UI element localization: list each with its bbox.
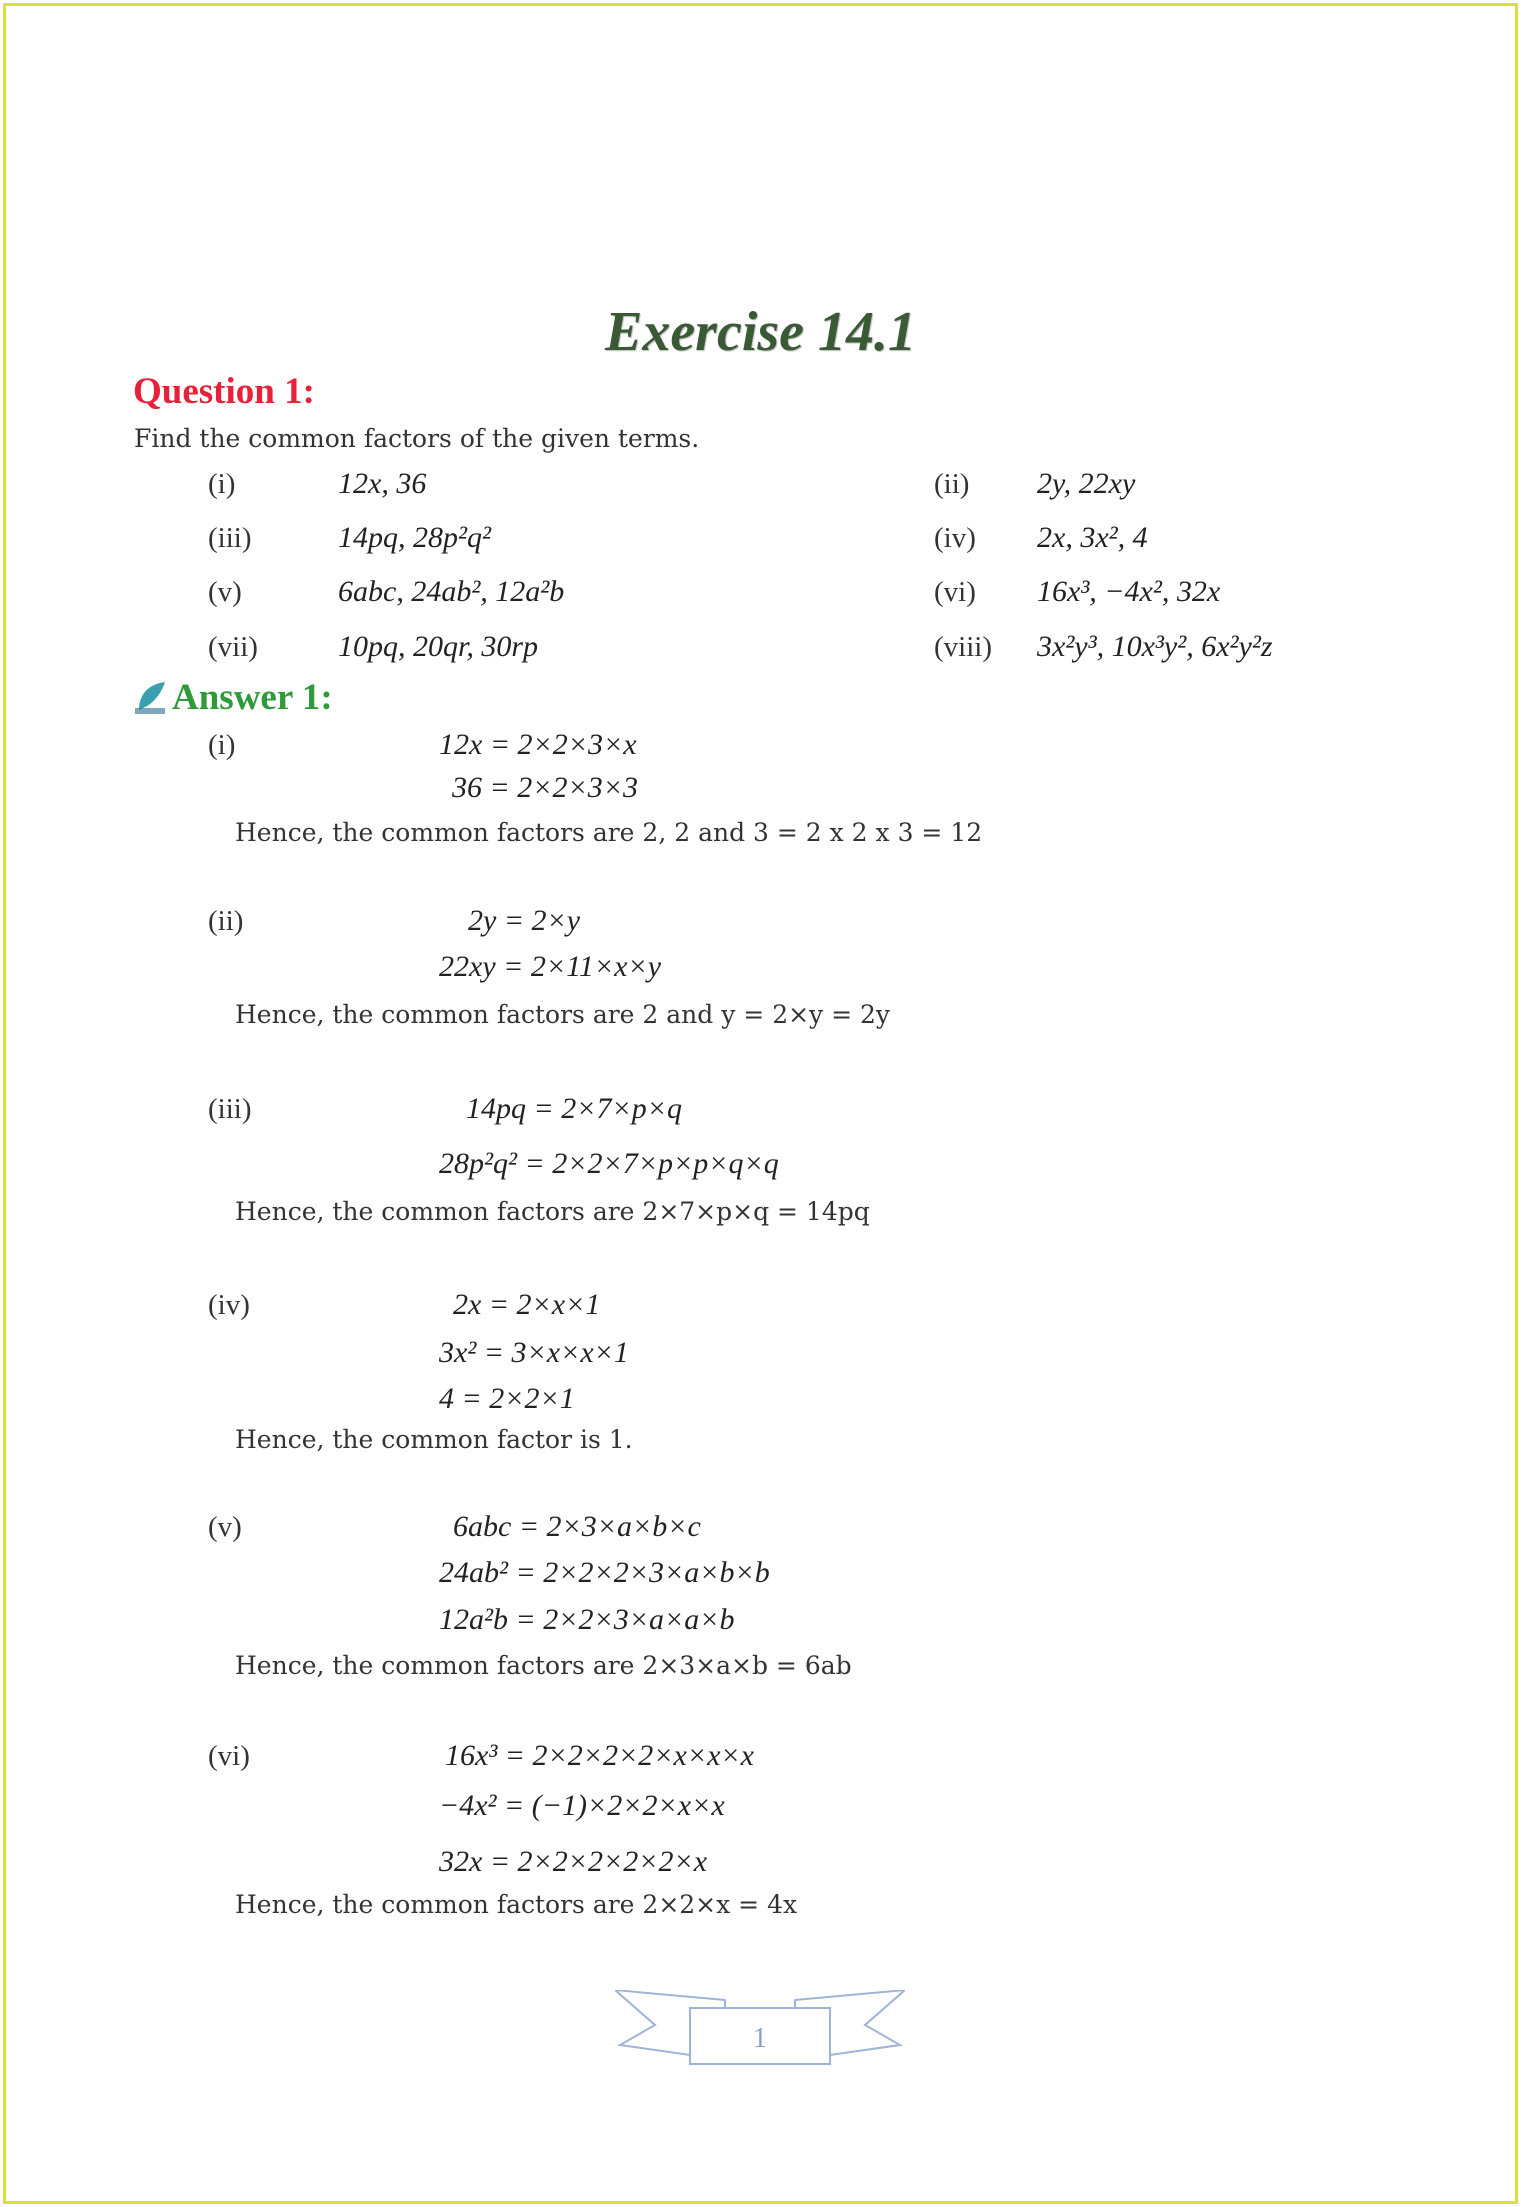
equation-line: 36 = 2×2×3×3 bbox=[452, 771, 638, 804]
conclusion: Hence, the common factor is 1. bbox=[235, 1425, 633, 1454]
equation-line: 24ab² = 2×2×2×3×a×b×b bbox=[439, 1556, 770, 1589]
part-label: (vi) bbox=[208, 1740, 250, 1772]
question-instruction: Find the common factors of the given terms. bbox=[134, 424, 700, 453]
item-expr: 14pq, 28p²q² bbox=[338, 521, 491, 554]
item-label: (vii) bbox=[208, 631, 258, 663]
equation-line: 16x³ = 2×2×2×2×x×x×x bbox=[445, 1739, 754, 1772]
item-expr: 2y, 22xy bbox=[1037, 467, 1136, 500]
question-heading: Question 1: bbox=[133, 371, 315, 412]
item-expr: 2x, 3x², 4 bbox=[1037, 521, 1148, 554]
page-number: 1 bbox=[753, 2023, 767, 2054]
equation-line: 32x = 2×2×2×2×2×x bbox=[439, 1845, 708, 1878]
equation-line: 14pq = 2×7×p×q bbox=[466, 1092, 682, 1125]
item-label: (iv) bbox=[934, 522, 976, 554]
item-label: (ii) bbox=[934, 468, 970, 500]
answer-heading: Answer 1: bbox=[172, 677, 333, 718]
equation-line: 28p²q² = 2×2×7×p×p×q×q bbox=[439, 1147, 779, 1180]
item-label: (vi) bbox=[934, 576, 976, 608]
item-expr: 3x²y³, 10x³y², 6x²y²z bbox=[1037, 630, 1273, 663]
equation-line: 22xy = 2×11×x×y bbox=[439, 950, 662, 983]
item-expr: 16x³, −4x², 32x bbox=[1037, 575, 1221, 608]
equation-line: 4 = 2×2×1 bbox=[439, 1382, 575, 1415]
equation-line: 2x = 2×x×1 bbox=[453, 1288, 601, 1321]
item-expr: 12x, 36 bbox=[338, 467, 427, 500]
equation-line: −4x² = (−1)×2×2×x×x bbox=[439, 1789, 725, 1822]
part-label: (i) bbox=[208, 729, 236, 761]
conclusion: Hence, the common factors are 2×3×a×b = 6ab bbox=[235, 1651, 852, 1680]
item-label: (i) bbox=[208, 468, 236, 500]
conclusion: Hence, the common factors are 2 and y = 2×y = 2y bbox=[235, 1000, 891, 1029]
part-label: (ii) bbox=[208, 905, 244, 937]
equation-line: 3x² = 3×x×x×1 bbox=[439, 1336, 629, 1369]
item-expr: 10pq, 20qr, 30rp bbox=[338, 630, 539, 663]
conclusion: Hence, the common factors are 2×2×x = 4x bbox=[235, 1890, 798, 1919]
part-label: (iii) bbox=[208, 1093, 252, 1125]
equation-line: 2y = 2×y bbox=[468, 904, 581, 937]
equation-line: 12x = 2×2×3×x bbox=[439, 728, 637, 761]
equation-line: 6abc = 2×3×a×b×c bbox=[453, 1510, 701, 1543]
conclusion: Hence, the common factors are 2×7×p×q = 14pq bbox=[235, 1197, 870, 1226]
item-label: (v) bbox=[208, 576, 242, 608]
item-label: (iii) bbox=[208, 522, 252, 554]
item-expr: 6abc, 24ab², 12a²b bbox=[338, 575, 565, 608]
part-label: (iv) bbox=[208, 1289, 250, 1321]
logo-icon bbox=[133, 680, 167, 716]
equation-line: 12a²b = 2×2×3×a×a×b bbox=[439, 1603, 735, 1636]
item-label: (viii) bbox=[934, 631, 992, 663]
conclusion: Hence, the common factors are 2, 2 and 3 = 2 x 2 x 3 = 12 bbox=[235, 818, 983, 847]
page-title: Exercise 14.1 bbox=[604, 301, 917, 363]
part-label: (v) bbox=[208, 1511, 242, 1543]
